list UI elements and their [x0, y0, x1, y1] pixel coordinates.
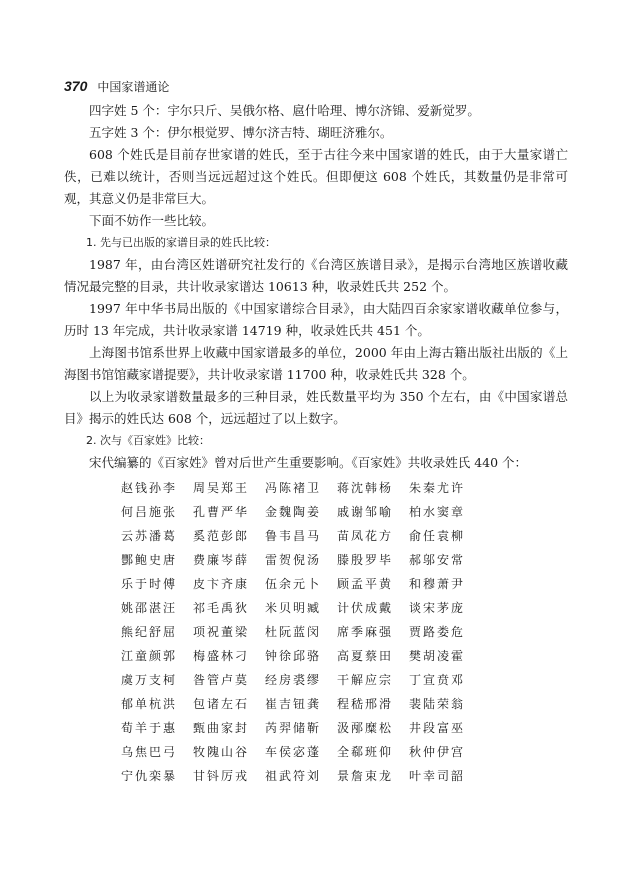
page-number: 370: [64, 78, 88, 94]
paragraph-baijiaxing-intro: 宋代编纂的《百家姓》曾对后世产生重要影响。《百家姓》共收录姓氏 440 个：: [89, 455, 528, 470]
page-body: [64, 100, 568, 788]
surname-group: 顾孟平黄: [337, 577, 394, 591]
paragraph-five-char-surnames: 五字姓 3 个：伊尔根觉罗、博尔济吉特、瑚旺济雅尔。: [89, 125, 393, 140]
surname-group: 干解应宗: [337, 673, 394, 687]
section-heading-catalog-comparison: 1. 先与已出版的家谱目录的姓氏比较：: [86, 236, 276, 249]
surname-group: 皮卞齐康: [193, 577, 250, 591]
surname-group: 朱秦尤许: [409, 481, 466, 495]
surname-group: 周吴郑王: [193, 481, 250, 495]
surname-group: 姚邵湛汪: [121, 601, 178, 615]
running-header: [64, 78, 169, 98]
surname-group: 车侯宓蓬: [265, 745, 322, 759]
surname-group: 宁仇栾暴: [121, 769, 178, 783]
surname-group: 谈宋茅庞: [409, 601, 466, 615]
paragraph-catalog-summary: 以上为收录家谱数量最多的三种目录，姓氏数量平均为 350 个左右，由《中国家谱总目》揭示的姓氏达 608 个，远远超过了以上数字。: [64, 389, 568, 426]
surname-group: 项祝董梁: [193, 625, 250, 639]
surname-group: 酆鲍史唐: [121, 553, 178, 567]
surname-group: 昝管卢莫: [193, 673, 250, 687]
surname-group: 汲邴糜松: [337, 721, 394, 735]
surname-group: 熊纪舒屈: [121, 625, 178, 639]
surname-group: 何吕施张: [121, 505, 178, 519]
surname-group: 孔曹严华: [193, 505, 250, 519]
paragraph-china-comprehensive-catalog: 1997 年中华书局出版的《中国家谱综合目录》，由大陆四百余家家谱收藏单位参与，历时 13 年完成，共计收录家谱 14719 种，收录姓氏共 451 个。: [64, 301, 568, 338]
surname-group: 米贝明臧: [265, 601, 322, 615]
surname-group: 甄曲家封: [193, 721, 250, 735]
surname-group: 叶幸司韶: [409, 769, 466, 783]
surname-group: 费廉岑薛: [193, 553, 250, 567]
paragraph-four-char-surnames: 四字姓 5 个：宇尔只斤、吴俄尔格、扈什哈理、博尔济锦、爱新觉罗。: [89, 103, 480, 118]
surname-group: 蒋沈韩杨: [337, 481, 394, 495]
paragraph-608-surnames: 608 个姓氏是目前存世家谱的姓氏，至于古往今来中国家谱的姓氏，由于大量家谱亡佚，已难以统计，否则当远远超过这个姓氏。但即便这 608 个姓氏，其数量仍是非常可观，其意义仍是非常巨大。: [64, 147, 568, 206]
surname-group: 虞万支柯: [121, 673, 178, 687]
surname-group: 荀羊于惠: [121, 721, 178, 735]
surname-group: 云苏潘葛: [121, 529, 178, 543]
surname-group: 贾路娄危: [409, 625, 466, 639]
surname-group: 和穆萧尹: [409, 577, 466, 591]
surname-group: 雷贺倪汤: [265, 553, 322, 567]
surname-group: 景詹束龙: [337, 769, 394, 783]
surname-group: 包诸左石: [193, 697, 250, 711]
surname-group: 奚范彭郎: [193, 529, 250, 543]
surname-group: 牧隗山谷: [193, 745, 250, 759]
surname-group: 俞任袁柳: [409, 529, 466, 543]
surname-group: 江童颜郭: [121, 649, 178, 663]
surname-group: 席季麻强: [337, 625, 394, 639]
surname-group: 樊胡凌霍: [409, 649, 466, 663]
surname-group: 祁毛禹狄: [193, 601, 250, 615]
surname-group: 程嵇邢滑: [337, 697, 394, 711]
surname-group: 崔吉钮龚: [265, 697, 322, 711]
surname-group: 滕殷罗毕: [337, 553, 394, 567]
surname-group: 赵钱孙李: [121, 481, 178, 495]
surname-group: 柏水窦章: [409, 505, 466, 519]
surname-group: 钟徐邱骆: [265, 649, 322, 663]
surname-group: 鲁韦昌马: [265, 529, 322, 543]
surname-group: 井段富巫: [409, 721, 466, 735]
surname-group: 裴陆荣翁: [409, 697, 466, 711]
paragraph-taiwan-catalog: 1987 年，由台湾区姓谱研究社发行的《台湾区族谱目录》，是揭示台湾地区族谱收藏情况最完整的目录，共计收录家谱达 10613 种，收录姓氏共 252 个。: [64, 257, 568, 294]
surname-group: 甘钭厉戎: [193, 769, 250, 783]
surname-group: 芮羿储靳: [265, 721, 322, 735]
surname-group: 伍余元卜: [265, 577, 322, 591]
surname-group: 苗凤花方: [337, 529, 394, 543]
surname-group: 计伏成戴: [337, 601, 394, 615]
surname-group: 梅盛林刁: [193, 649, 250, 663]
surname-group: 秋仲伊宫: [409, 745, 466, 759]
surname-group: 经房裘缪: [265, 673, 322, 687]
surname-group: 郁单杭洪: [121, 697, 178, 711]
surname-group: 冯陈褚卫: [265, 481, 322, 495]
paragraph-shanghai-library-catalog: 上海图书馆系世界上收藏中国家谱最多的单位，2000 年由上海古籍出版社出版的《上海图书馆馆藏家谱提要》，共计收录家谱 11700 种，收录姓氏共 328 个。: [64, 345, 568, 382]
paragraph-comparison-intro: 下面不妨作一些比较。: [89, 213, 215, 228]
surname-group: 乐于时傅: [121, 577, 178, 591]
book-title: 中国家谱通论: [97, 80, 170, 94]
surname-group: 祖武符刘: [265, 769, 322, 783]
surname-group: 金魏陶姜: [265, 505, 322, 519]
section-heading-baijiaxing-comparison: 2. 次与《百家姓》比较：: [86, 434, 210, 447]
surname-group: 杜阮蓝闵: [265, 625, 322, 639]
surname-group: 乌焦巴弓: [121, 745, 178, 759]
surname-group: 全郗班仰: [337, 745, 394, 759]
surname-group: 丁宣贲邓: [409, 673, 466, 687]
surname-group: 高夏蔡田: [337, 649, 394, 663]
surname-group: 郝邬安常: [409, 553, 466, 567]
surname-grid: [121, 476, 568, 788]
surname-group: 戚谢邹喻: [337, 505, 394, 519]
